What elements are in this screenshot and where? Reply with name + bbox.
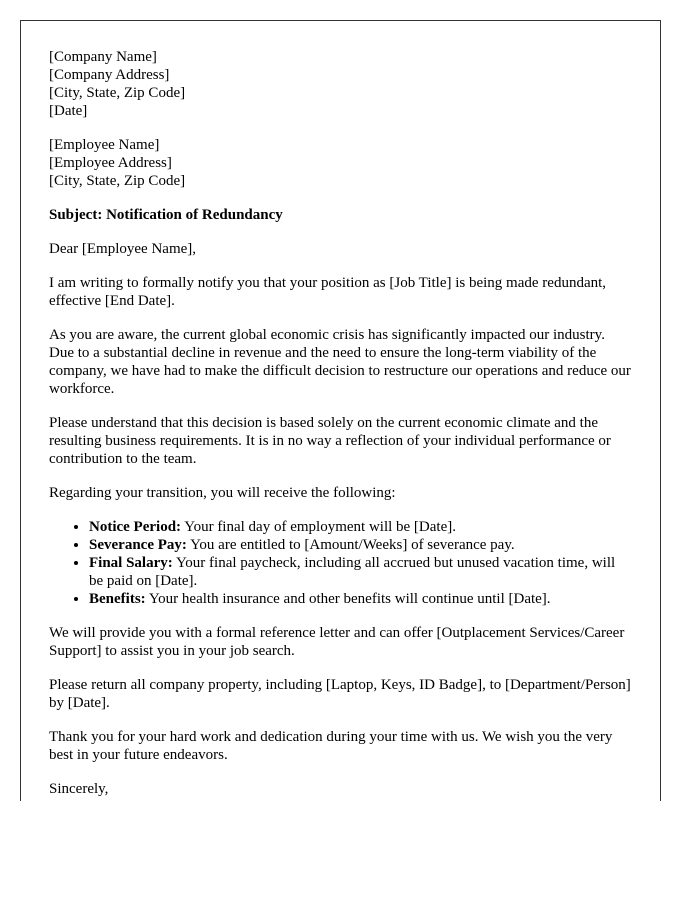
company-name: [Company Name] xyxy=(49,49,157,65)
salutation: Dear [Employee Name], xyxy=(49,241,197,257)
employee-city: [City, State, Zip Code] xyxy=(49,173,186,189)
subject-line: Subject: Notification of Redundancy xyxy=(49,207,283,223)
sender-address xyxy=(49,48,632,120)
paragraph: Please understand that this decision is based solely on the current economic climate and the resulting business requirements. It is in no way a reflection of your individual performance or contribution to the team. xyxy=(49,415,611,467)
list-item-label: Severance Pay: xyxy=(89,537,187,553)
paragraph: As you are aware, the current global economic crisis has significantly impacted our industry. Due to a substantial decline in revenue and the need to ensure the long-term viability of the company, we have had to make the difficult decision to restructure our operations and reduce our workforce. xyxy=(49,327,631,397)
signoff: Sincerely, xyxy=(49,781,109,797)
list-item-text: Your final paycheck, including all accrued but unused vacation time, will be paid on [Date]. xyxy=(89,555,616,589)
letter-page xyxy=(20,20,661,801)
paragraph: We will provide you with a formal reference letter and can offer [Outplacement Services/Career Support] to assist you in your job search. xyxy=(49,625,625,659)
paragraph: Please return all company property, including [Laptop, Keys, ID Badge], to [Department/Person] by [Date]. xyxy=(49,677,631,711)
list-item xyxy=(89,554,632,590)
list-item-label: Notice Period: xyxy=(89,519,182,535)
employee-name: [Employee Name] xyxy=(49,137,160,153)
company-city: [City, State, Zip Code] xyxy=(49,85,186,101)
list-item xyxy=(89,590,632,608)
paragraph: I am writing to formally notify you that your position as [Job Title] is being made redundant, effective [End Date]. xyxy=(49,275,607,309)
recipient-address xyxy=(49,136,632,190)
list-item xyxy=(89,536,632,554)
company-address: [Company Address] xyxy=(49,67,170,83)
paragraph: Thank you for your hard work and dedication during your time with us. We wish you the very best in your future endeavors. xyxy=(49,729,613,763)
letter-date: [Date] xyxy=(49,103,88,119)
list-item-label: Final Salary: xyxy=(89,555,173,571)
list-item-text: Your final day of employment will be [Date]. xyxy=(181,519,456,535)
transition-list xyxy=(49,518,632,608)
list-item-label: Benefits: xyxy=(89,591,146,607)
paragraph: Regarding your transition, you will receive the following: xyxy=(49,485,396,501)
list-item-text: Your health insurance and other benefits will continue until [Date]. xyxy=(145,591,551,607)
list-item-text: You are entitled to [Amount/Weeks] of severance pay. xyxy=(186,537,515,553)
employee-address: [Employee Address] xyxy=(49,155,172,171)
list-item xyxy=(89,518,632,536)
